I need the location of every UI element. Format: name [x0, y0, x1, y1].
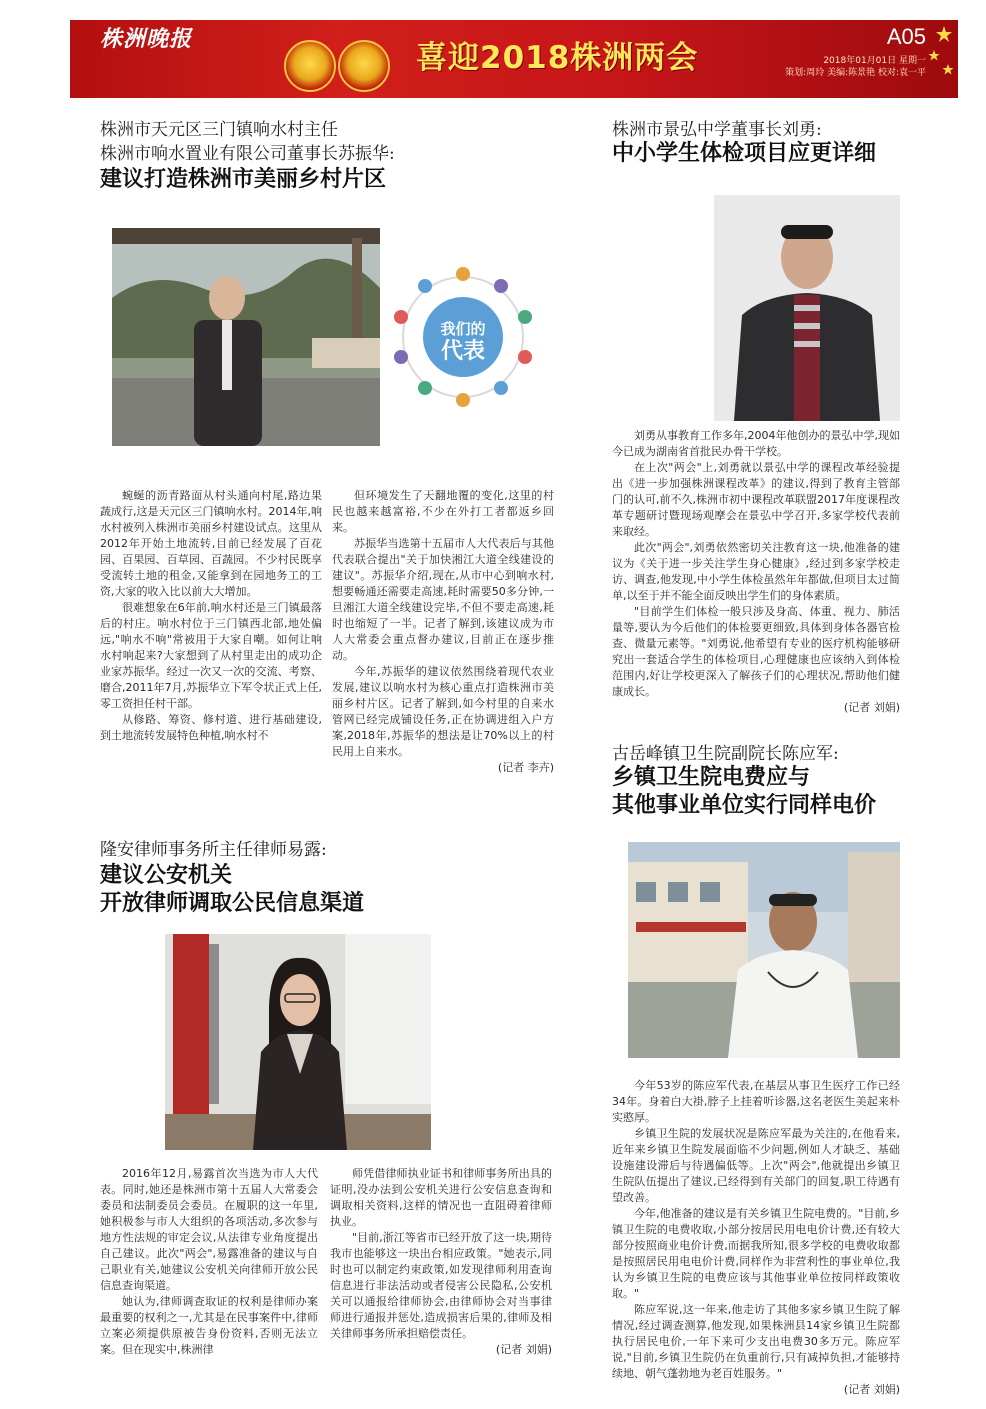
article3-paragraph: 今年53岁的陈应军代表,在基层从事卫生医疗工作已经34年。身着白大褂,脖子上挂着听诊器,这名老医生美起来朴实憨厚。	[612, 1079, 900, 1124]
page-number: A05	[886, 24, 926, 49]
article4-title-line1: 建议公安机关	[100, 863, 233, 888]
editor-credits: 策划:周玲 美编:陈景艳 校对:袁一平	[785, 68, 926, 78]
article3-body	[612, 1078, 900, 1398]
article4-paragraph: 她认为,律师调查取证的权利是律师办案最重要的权利之一,尤其是在民事案件中,律师立案必须提供原被告身份资料,否则无法立案。但在现实中,株洲律	[100, 1295, 318, 1356]
article1-kicker-1: 株洲市天元区三门镇响水村主任	[100, 120, 338, 140]
star-decoration-icon	[924, 20, 958, 98]
national-emblem-icon	[284, 40, 336, 92]
article4-reporter: (记者 刘娟)	[495, 1343, 552, 1356]
article1-paragraph: 很难想象在6年前,响水村还是三门镇最落后的村庄。响水村位于三门镇西北部,地处偏远,"响水不响"常被用于大家自嘲。如何让响水村响起来?大家想到了从村里走出的成功企业家苏振华。经过一次又一次的交流、考察、磨合,2011年7月,苏振华立下军令状正式上任,零工资担任村干部。	[100, 601, 322, 710]
article1-column-2	[332, 488, 554, 776]
article1-paragraph: 今年,苏振华的建议依然围绕着现代农业发展,建议以响水村为核心重点打造株洲市美丽乡村片区。记者了解到,如今村里的自来水管网已经完成铺设任务,正在协调进组入户方案,2018年,苏振华的想法是让70%以上的村民用上自来水。	[332, 665, 554, 758]
article4-column-2	[330, 1166, 552, 1358]
portrait-liu-yong	[714, 195, 900, 421]
portrait-yi-lu	[165, 934, 431, 1150]
article3-kicker: 古岳峰镇卫生院副院长陈应军:	[612, 744, 839, 764]
cppcc-emblem-icon	[338, 40, 390, 92]
issue-date: 2018年01月01日 星期一	[823, 56, 926, 66]
article3-reporter: (记者 刘娟)	[843, 1383, 900, 1396]
article3-paragraph: 今年,他准备的建议是有关乡镇卫生院电费的。"目前,乡镇卫生院的电费收取,小部分按居民用电电价计费,还有较大部分按照商业电价计费,而据我所知,很多学校的电费收取都是按照居民用电电价计费,同样作为非营利性的事业单位,我认为乡镇卫生院的电费应该与其他事业单位按同样政策收取。"	[612, 1207, 900, 1300]
article4-paragraph: 2016年12月,易露首次当选为市人大代表。同时,她还是株洲市第十五届人大常委会委员和法制委员会委员。在履职的这一年里,她积极参与市人大组织的各项活动,多次参与地方性法规的审定会议,从法律专业角度提出自己建议。此次"两会",易露准备的建议与自己职业有关,她建议公安机关向律师开放公民信息查询渠道。	[100, 1167, 318, 1292]
article4-column-1	[100, 1166, 318, 1358]
newspaper-logo: 株洲晚报	[100, 26, 193, 52]
badge-line2: 代表	[440, 339, 486, 364]
article2-title: 中小学生体检项目应更详细	[612, 141, 877, 166]
article1-title: 建议打造株洲市美丽乡村片区	[100, 167, 387, 192]
article1-paragraph: 蜿蜒的沥青路面从村头通向村尾,路边果蔬成行,这是天元区三门镇响水村。2014年,响水村被列入株洲市美丽乡村建设试点。这里从2012年开始土地流转,目前已经发展了百花园、百果园、百草园、百蔬园。不少村民既享受流转土地的租金,又能拿到在园地务工的工资,大家的收入比以前大大增加。	[100, 489, 322, 598]
banner-headline: 喜迎2018株洲两会	[416, 40, 699, 76]
article2-paragraph: 在上次"两会"上,刘勇就以景弘中学的课程改革经验提出《进一步加强株洲课程改革》的建议,得到了教育主管部门的认可,前不久,株洲市初中课程改革联盟2017年度课程改革专题研讨暨现场观摩会在景弘中学召开,多家学校代表前来取经。	[612, 461, 900, 538]
article1-paragraph: 从修路、筹资、修村道、进行基础建设,到土地流转发展特色种植,响水村不	[100, 713, 322, 742]
article1-column-1	[100, 488, 322, 744]
article3-paragraph: 陈应军说,这一年来,他走访了其他多家乡镇卫生院了解情况,经过调查测算,他发现,如果株洲县14家乡镇卫生院都执行居民电价,一年下来可少支出电费30多万元。陈应军说,"目前,乡镇卫生院仍在负重前行,只有减掉负担,才能够持续地、朝气蓬勃地为老百姓服务。"	[612, 1303, 900, 1380]
article2-kicker: 株洲市景弘中学董事长刘勇:	[612, 120, 822, 140]
article4-paragraph: 师凭借律师执业证书和律师事务所出具的证明,没办法到公安机关进行公安信息查询和调取相关资料,这样的情况也一直阻碍着律师执业。	[330, 1167, 552, 1228]
article1-reporter: (记者 李卉)	[497, 761, 554, 774]
portrait-su-zhenhua	[112, 228, 380, 446]
article1-kicker-2: 株洲市响水置业有限公司董事长苏振华:	[100, 144, 395, 164]
article3-title-line1: 乡镇卫生院电费应与	[612, 765, 811, 790]
article2-reporter: (记者 刘娟)	[843, 701, 900, 714]
article3-paragraph: 乡镇卫生院的发展状况是陈应军最为关注的,在他看来,近年来乡镇卫生院发展面临不少问题,例如人才缺乏、基础设施建设滞后与待遇偏低等。上次"两会",他就提出乡镇卫生院队伍提出了建议,已经得到有关部门的回复,职工待遇有望改善。	[612, 1127, 900, 1204]
article2-paragraph: 刘勇从事教育工作多年,2004年他创办的景弘中学,现如今已成为湖南省首批民办骨干学校。	[612, 429, 900, 458]
article2-paragraph: 此次"两会",刘勇依然密切关注教育这一块,他准备的建议为《关于进一步关注学生身心健康》,经过到多家学校走访、调查,他发现,中小学生体检虽然年年都做,但项目太过简单,以至于并不能全面反映出学生们的身体素质。	[612, 541, 900, 602]
article4-kicker: 隆安律师事务所主任律师易露:	[100, 840, 327, 860]
article1-paragraph: 苏振华当选第十五届市人大代表后与其他代表联合提出"关于加快湘江大道全线建设的建议"。苏振华介绍,现在,从市中心到响水村,想要畅通还需要走高速,耗时需要50多分钟,一旦湘江大道全线建设完毕,不但不要走高速,耗时也缩短了一半。记者了解到,该建议成为市人大常委会重点督办建议,目前正在逐步推动。	[332, 537, 554, 662]
article1-paragraph: 但环境发生了天翻地覆的变化,这里的村民也越来越富裕,不少在外打工者都返乡回来。	[332, 489, 554, 534]
article4-paragraph: "目前,浙江等省市已经开放了这一块,期待我市也能够这一块出台相应政策。"她表示,同时也可以制定约束政策,如发现律师利用查询信息进行非法活动或者侵害公民隐私,公安机关可以通报给律师协会,由律师协会对当事律师进行通报并惩处,造成损害后果的,律师及相关律师事务所承担赔偿责任。	[330, 1231, 552, 1340]
our-representative-badge	[388, 262, 538, 412]
article3-title-line2: 其他事业单位实行同样电价	[612, 793, 877, 818]
article2-paragraph: "目前学生们体检一般只涉及身高、体重、视力、肺活量等,要认为今后他们的体检要更细致,具体到身体各器官检查、微量元素等。"刘勇说,他希望有专业的医疗机构能够研究出一套适合学生的体检项目,心理健康也应该纳入到体检范围内,好让学校更深入了解孩子们的心理状况,帮助他们健康成长。	[612, 605, 900, 698]
page-banner	[70, 20, 958, 98]
article4-title-line2: 开放律师调取公民信息渠道	[100, 891, 365, 916]
portrait-chen-yingjun	[628, 842, 900, 1058]
badge-line1: 我们的	[440, 320, 486, 338]
article2-body	[612, 428, 900, 716]
